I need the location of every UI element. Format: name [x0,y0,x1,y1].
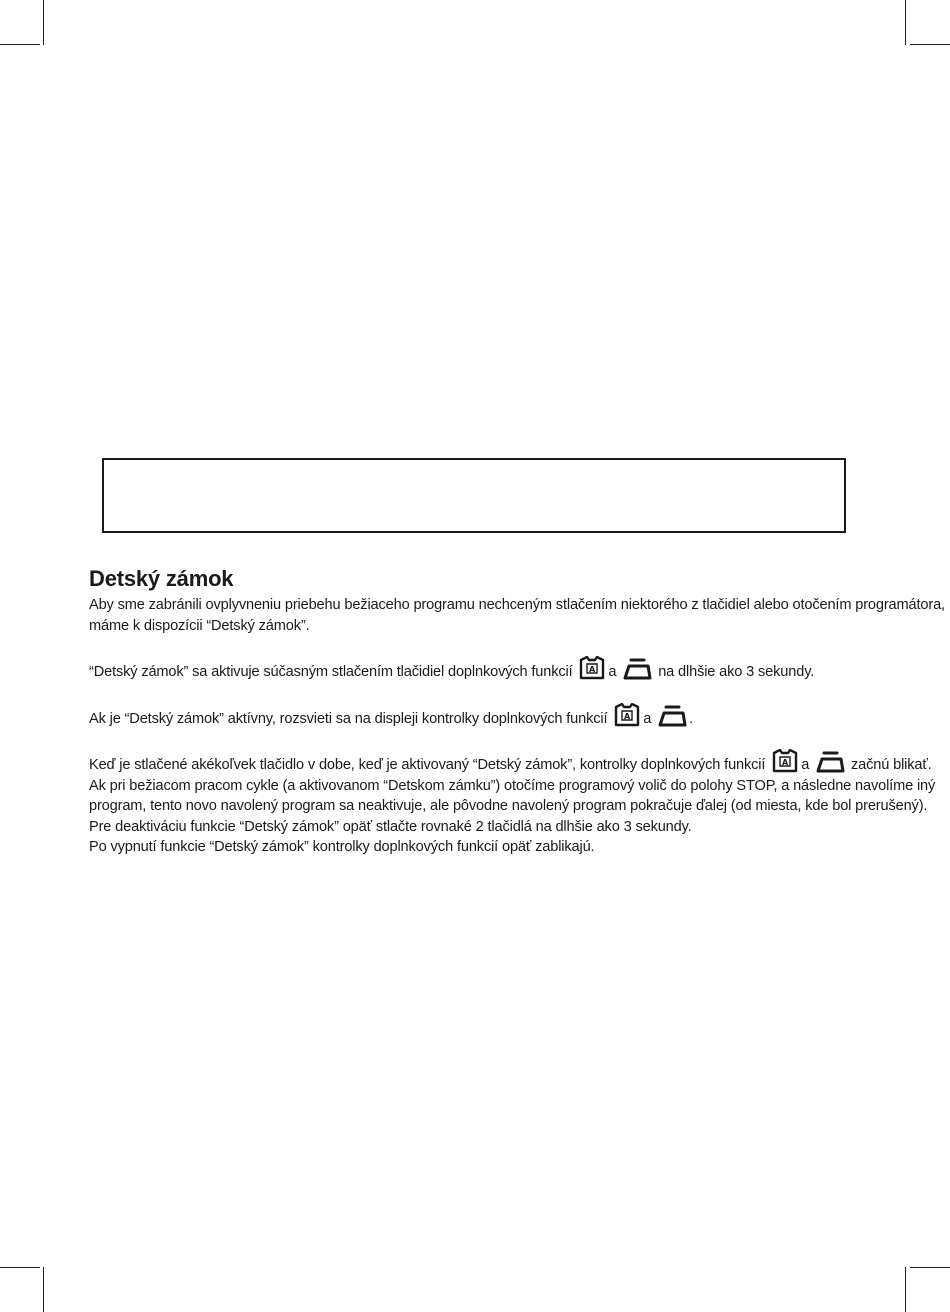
crop-mark [43,0,44,45]
child-lock-section [89,566,949,878]
intro-paragraph: Aby sme zabránili ovplyvneniu priebehu bežiaceho programu nechceným stlačením niektorého z tlačidiel alebo otočením programátora, máme k dispozícii “Detský zámok”. [89,597,945,634]
active-paragraph: Ak je “Detský zámok” aktívny, rozsvieti sa na displeji kontrolky doplnkových funkcií A a . [89,703,949,730]
crop-mark [905,1267,906,1312]
empty-frame [102,458,846,533]
svg-text:A: A [589,665,596,674]
activate-paragraph: “Detský zámok” sa aktivuje súčasným stlačením tlačidiel doplnkových funkcií A a na dlhšie ako 3 sekundy. [89,656,949,683]
crop-mark [0,1267,40,1268]
shirt-a-icon [771,749,799,773]
crop-mark [43,1267,44,1312]
iron-icon [622,658,652,680]
shirt-a-icon [613,703,641,727]
crop-mark [905,0,906,45]
crop-mark [910,1267,950,1268]
shirt-a-icon [578,656,606,680]
pressed-paragraph: Keď je stlačené akékoľvek tlačidlo v dobe, keď je aktivovaný “Detský zámok”, kontrolky doplnkových funkcií A a začnú blikať. Ak pri bežiacom pracom cykle (a aktivovanom “Detskom zámku”) otočíme programový volič do polohy STOP, a následne navolíme iný program, tento novo navolený program sa neaktivuje, ale pôvodne navolený program pokračuje ďalej (od miesta, kde bol prerušený). Pre deaktiváciu funkcie “Detský zámok” opäť stlačte rovnaké 2 tlačidlá na dlhšie ako 3 sekundy. Po vypnutí funkcie “Detský zámok” kontrolky doplnkových funkcií opäť zablikajú. [89,749,949,858]
svg-text:A: A [782,758,789,767]
crop-mark [0,44,40,45]
crop-mark [910,44,950,45]
iron-icon [815,751,845,773]
deactivated-sentence: Po vypnutí funkcie “Detský zámok” kontrolky doplnkových funkcií opäť zablikajú. [89,839,595,855]
section-title: Detský zámok [89,566,234,591]
iron-icon [657,705,687,727]
svg-text:A: A [624,711,631,721]
